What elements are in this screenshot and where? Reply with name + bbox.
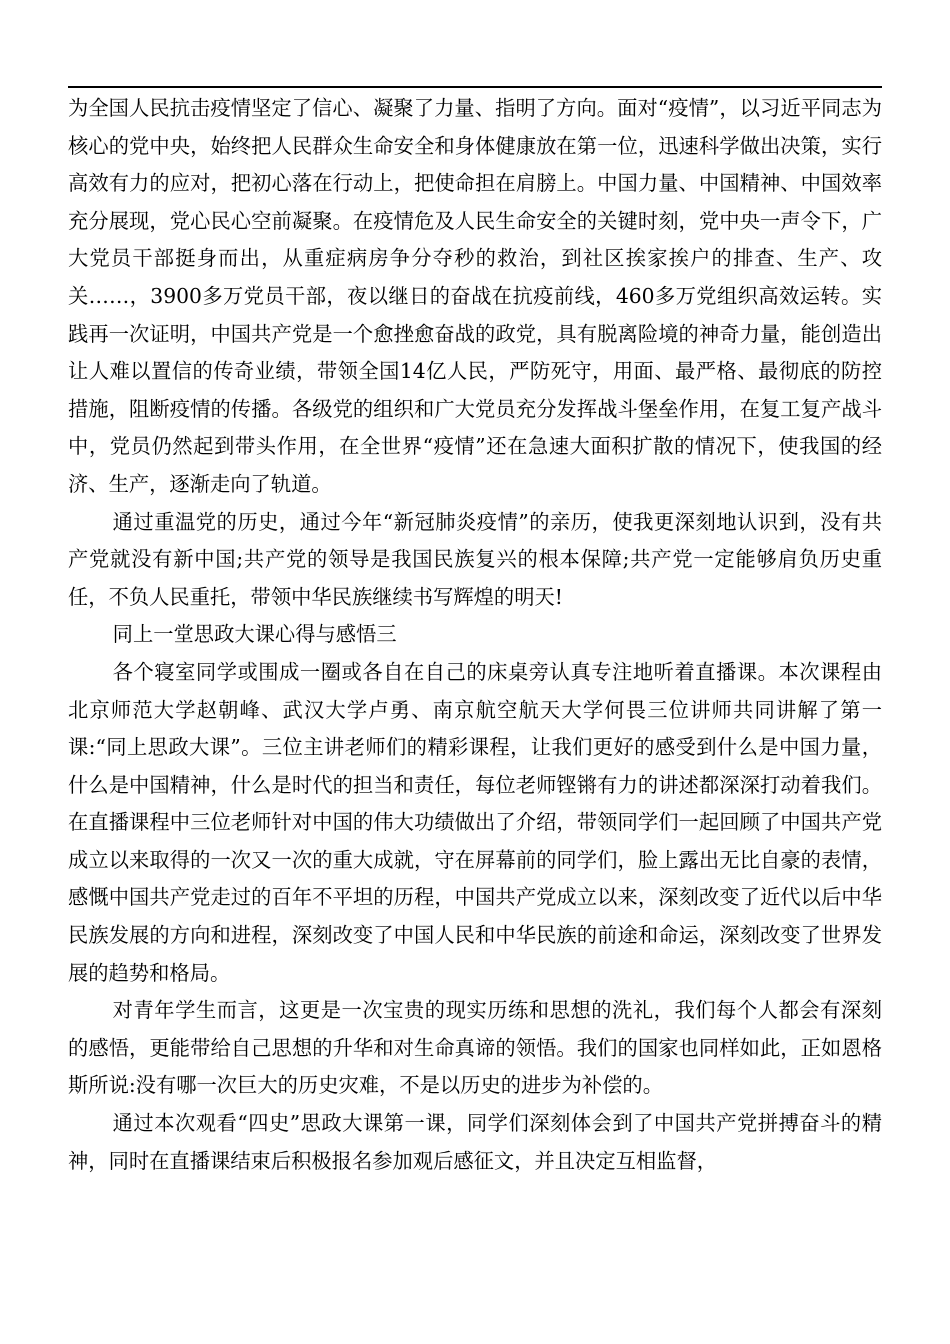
paragraph-final: 通过本次观看“四史”思政大课第一课，同学们深刻体会到了中国共产党拼搏奋斗的精神，同时在直播课结束后积极报名参加观后感征文，并且决定互相监督， xyxy=(68,1111,882,1173)
paragraph-lecture: 各个寝室同学或围成一圈或各自在自己的床桌旁认真专注地听着直播课。本次课程由北京师范大学赵朝峰、武汉大学卢勇、南京航空航天大学何畏三位讲师共同讲解了第一课:“同上思政大课”。三位主讲老师们的精彩课程，让我们更好的感受到什么是中国力量，什么是中国精神，什么是时代的担当和责任，每位老师铿锵有力的讲述都深深打动着我们。在直播课程中三位老师针对中国的伟大功绩做出了介绍，带领同学们一起回顾了中国共产党成立以来取得的一次又一次的重大成就，守在屏幕前的同学们，脸上露出无比自豪的表情，感慨中国共产党走过的百年不平坦的历程，中国共产党成立以来，深刻改变了近代以后中华民族发展的方向和进程，深刻改变了中国人民和中华民族的前途和命运，深刻改变了世界发展的趋势和格局。 xyxy=(68,659,882,985)
header-rule xyxy=(68,86,882,88)
paragraph-continuation: 为全国人民抗击疫情坚定了信心、凝聚了力量、指明了方向。面对“疫情”，以习近平同志为核心的党中央，始终把人民群众生命安全和身体健康放在第一位，迅速科学做出决策，实行高效有力的应对，把初心落在行动上，把使命担在肩膀上。中国力量、中国精神、中国效率充分展现，党心民心空前凝聚。在疫情危及人民生命安全的关键时刻，党中央一声令下，广大党员干部挺身而出，从重症病房争分夺秒的救治，到社区挨家挨户的排查、生产、攻关……，3900多万党员干部，夜以继日的奋战在抗疫前线，460多万党组织高效运转。实践再一次证明，中国共产党是一个愈挫愈奋战的政党，具有脱离险境的神奇力量，能创造出让人难以置信的传奇业绩，带领全国14亿人民，严防死守，用面、最严格、最彻底的防控措施，阻断疫情的传播。各级党的组织和广大党员充分发挥战斗堡垒作用，在复工复产战斗中，党员仍然起到带头作用，在全世界“疫情”还在急速大面积扩散的情况下，使我国的经济、生产，逐渐走向了轨道。 xyxy=(68,96,882,496)
section-heading: 同上一堂思政大课心得与感悟三 xyxy=(112,622,397,647)
paragraph-reflection: 对青年学生而言，这更是一次宝贵的现实历练和思想的洗礼，我们每个人都会有深刻的感悟，更能带给自己思想的升华和对生命真谛的领悟。我们的国家也同样如此，正如恩格斯所说:没有哪一次巨大的历史灾难，不是以历史的进步为补偿的。 xyxy=(68,998,882,1098)
paragraph-conclusion: 通过重温党的历史，通过今年“新冠肺炎疫情”的亲历，使我更深刻地认识到，没有共产党就没有新中国;共产党的领导是我国民族复兴的根本保障;共产党一定能够肩负历史重任，不负人民重托，带领中华民族继续书写辉煌的明天! xyxy=(68,509,882,609)
document-body xyxy=(68,90,882,1180)
